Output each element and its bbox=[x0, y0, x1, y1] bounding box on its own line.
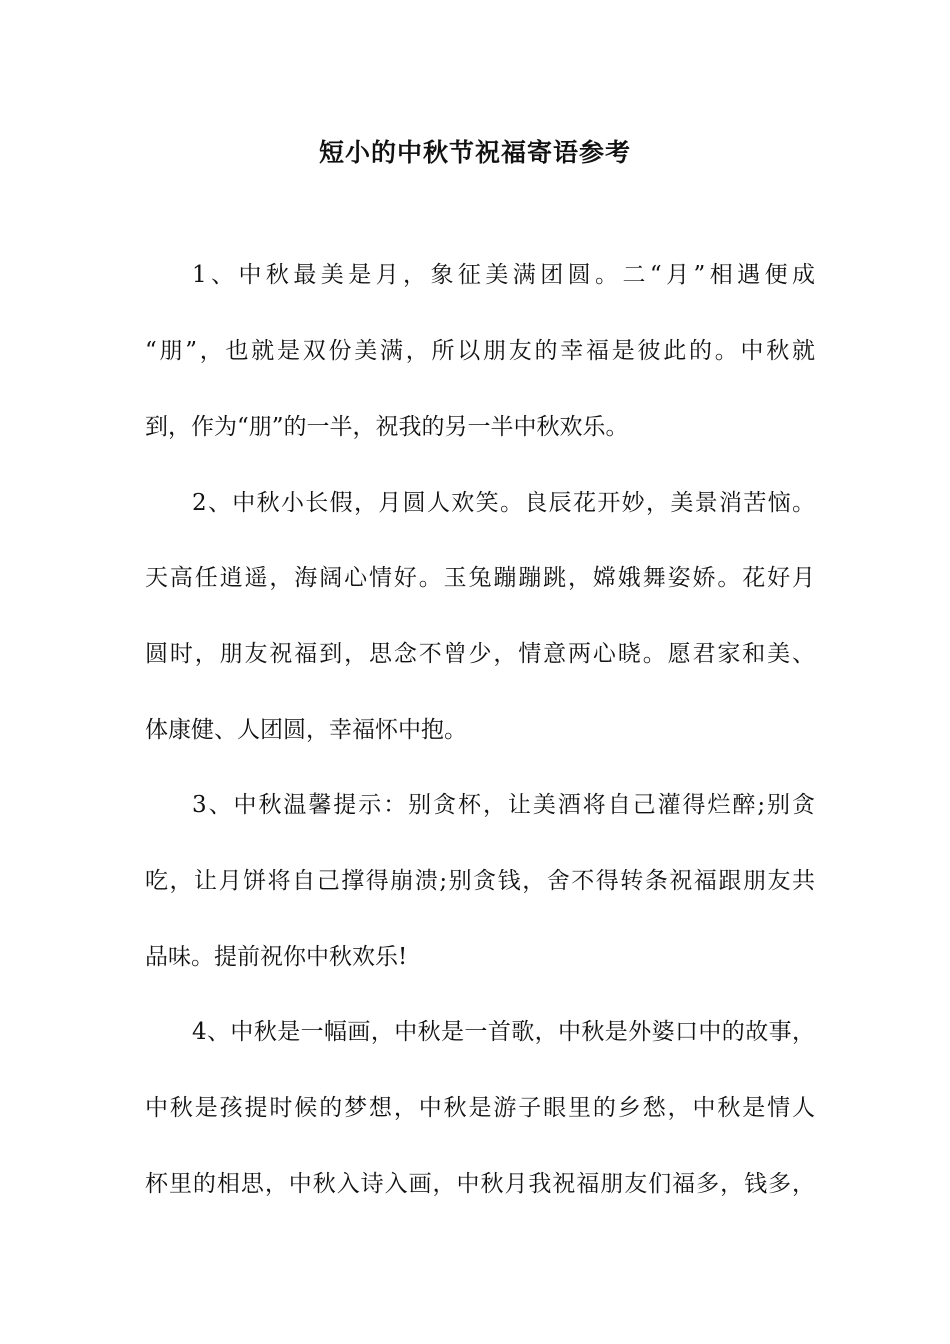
paragraph-4-line-3: 杯里的相思，中秋入诗入画，中秋月我祝福朋友们福多，钱多， bbox=[145, 1171, 815, 1197]
paragraph-3-line-1: 3、中秋温馨提示：别贪杯，让美酒将自己灌得烂醉;别贪 bbox=[192, 792, 815, 818]
paragraph-1-line-1: 1、中秋最美是月，象征美满团圆。二“月”相遇便成 bbox=[192, 262, 815, 288]
paragraph-3-line-2: 吃，让月饼将自己撑得崩溃;别贪钱，舍不得转条祝福跟朋友共 bbox=[145, 868, 815, 894]
paragraph-2-line-4: 体康健、人团圆，幸福怀中抱。 bbox=[145, 717, 467, 743]
document-title: 短小的中秋节祝福寄语参考 bbox=[318, 138, 631, 167]
paragraph-1-line-2: “朋”，也就是双份美满，所以朋友的幸福是彼此的。中秋就 bbox=[145, 338, 815, 364]
paragraph-2-line-1: 2、中秋小长假，月圆人欢笑。良辰花开妙，美景消苦恼。 bbox=[192, 490, 815, 516]
paragraph-4-line-2: 中秋是孩提时候的梦想，中秋是游子眼里的乡愁，中秋是情人 bbox=[145, 1095, 815, 1121]
paragraph-4-line-1: 4、中秋是一幅画，中秋是一首歌，中秋是外婆口中的故事， bbox=[192, 1019, 815, 1045]
paragraph-2-line-3: 圆时，朋友祝福到，思念不曾少，情意两心晓。愿君家和美、 bbox=[145, 641, 815, 667]
paragraph-1-line-3: 到，作为“朋”的一半，祝我的另一半中秋欢乐。 bbox=[145, 414, 629, 440]
paragraph-2-line-2: 天高任逍遥，海阔心情好。玉兔蹦蹦跳，嫦娥舞姿娇。花好月 bbox=[145, 565, 815, 591]
paragraph-3-line-3: 品味。提前祝你中秋欢乐! bbox=[145, 944, 408, 970]
